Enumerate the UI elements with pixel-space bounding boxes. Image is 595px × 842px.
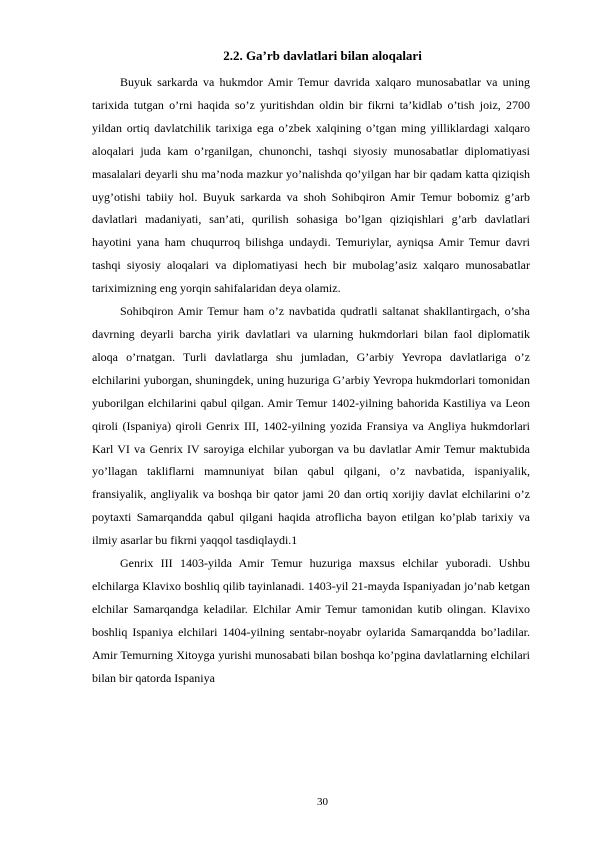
paragraph-intro: Buyuk sarkarda va hukmdor Amir Temur davrida xalqaro munosabatlar va uning tarixida tutgan o’rni haqida so’z yuritishdan oldin bir fikrni ta’kidlab o’tish joiz, 2700 yildan ortiq davlatchilik tarixiga ega o’zbek xalqining o’tgan ming yilliklardagi xalqaro aloqalari juda kam o’rganilgan, chunonchi, tashqi siyosiy munosabatlar diplomatiyasi masalalari deyarli shu ma’noda mazkur yo’nalishda qo’yilgan har bir qadam katta qiziqish uyg’otishi tabiiy hol. Buyuk sarkarda va shoh Sohibqiron Amir Temur bobomiz g’arb davlatlari madaniyati, san’ati, qurilish sohasiga bo’lgan qiziqishlari g’arb davlatlari hayotini yana ham chuqurroq bilishga undaydi. Temuriylar, ayniqsa Amir Temur davri tashqi siyosiy aloqalari va diplomatiyasi hech bir mubolag’asiz xalqaro munosabatlar tariximizning eng yorqin sahifalaridan deya olamiz.	[92, 75, 530, 296]
paragraph-clavijo: Genrix III 1403-yilda Amir Temur huzuriga maxsus elchilar yuboradi. Ushbu elchilarga Klavixo boshliq qilib tayinlanadi. 1403-yil 21-mayda Ispaniyadan jo’nab ketgan elchilar Samarqandga keladilar. Elchilar Amir Temur tamonidan kutib olingan. Klavixo boshliq Ispaniya elchilari 1404-yilning sentabr-noyabr oylarida Samarqandda bo’ladilar. Amir Temurning Xitoyga yurishi munosabati bilan boshqa ko’pgina davlatlarning elchilari bilan bir qatorda Ispaniya	[92, 556, 530, 685]
section-heading: 2.2. Ga’rb davlatlari bilan aloqalari	[223, 48, 422, 63]
body-text	[92, 71, 530, 689]
page-number: 30	[317, 796, 328, 808]
paragraph-diplomacy: Sohibqiron Amir Temur ham o’z navbatida qudratli saltanat shakllantirgach, o’sha davrning deyarli barcha yirik davlatlari va ularning hukmdorlari bilan faol diplomatik aloqa o’rnatgan. Turli davlatlarga shu jumladan, G’arbiy Yevropa davlatlariga o’z elchilarini yuborgan, shuningdek, uning huzuriga G’arbiy Yevropa hukmdorlari tomonidan yuborilgan elchilarini qabul qilgan. Amir Temur 1402-yilning bahorida Kastiliya va Leon qiroli (Ispaniya) qiroli Genrix III, 1402-yilning yozida Fransiya va Angliya hukmdorlari Karl VI va Genrix IV saroyiga elchilar yuborgan va bu davlatlar Amir Temur maktubida yo’llagan takliflarni mamnuniyat bilan qabul qilgani, o’z navbatida, ispaniyalik, fransiyalik, angliyalik va boshqa bir qator jami 20 dan ortiq xorijiy davlat elchilarini o’z poytaxti Samarqandda qabul qilgani haqida atroflicha bayon etilgan ko’plab tarixiy va ilmiy asarlar bu fikrni yaqqol tasdiqlaydi.1	[92, 304, 530, 548]
